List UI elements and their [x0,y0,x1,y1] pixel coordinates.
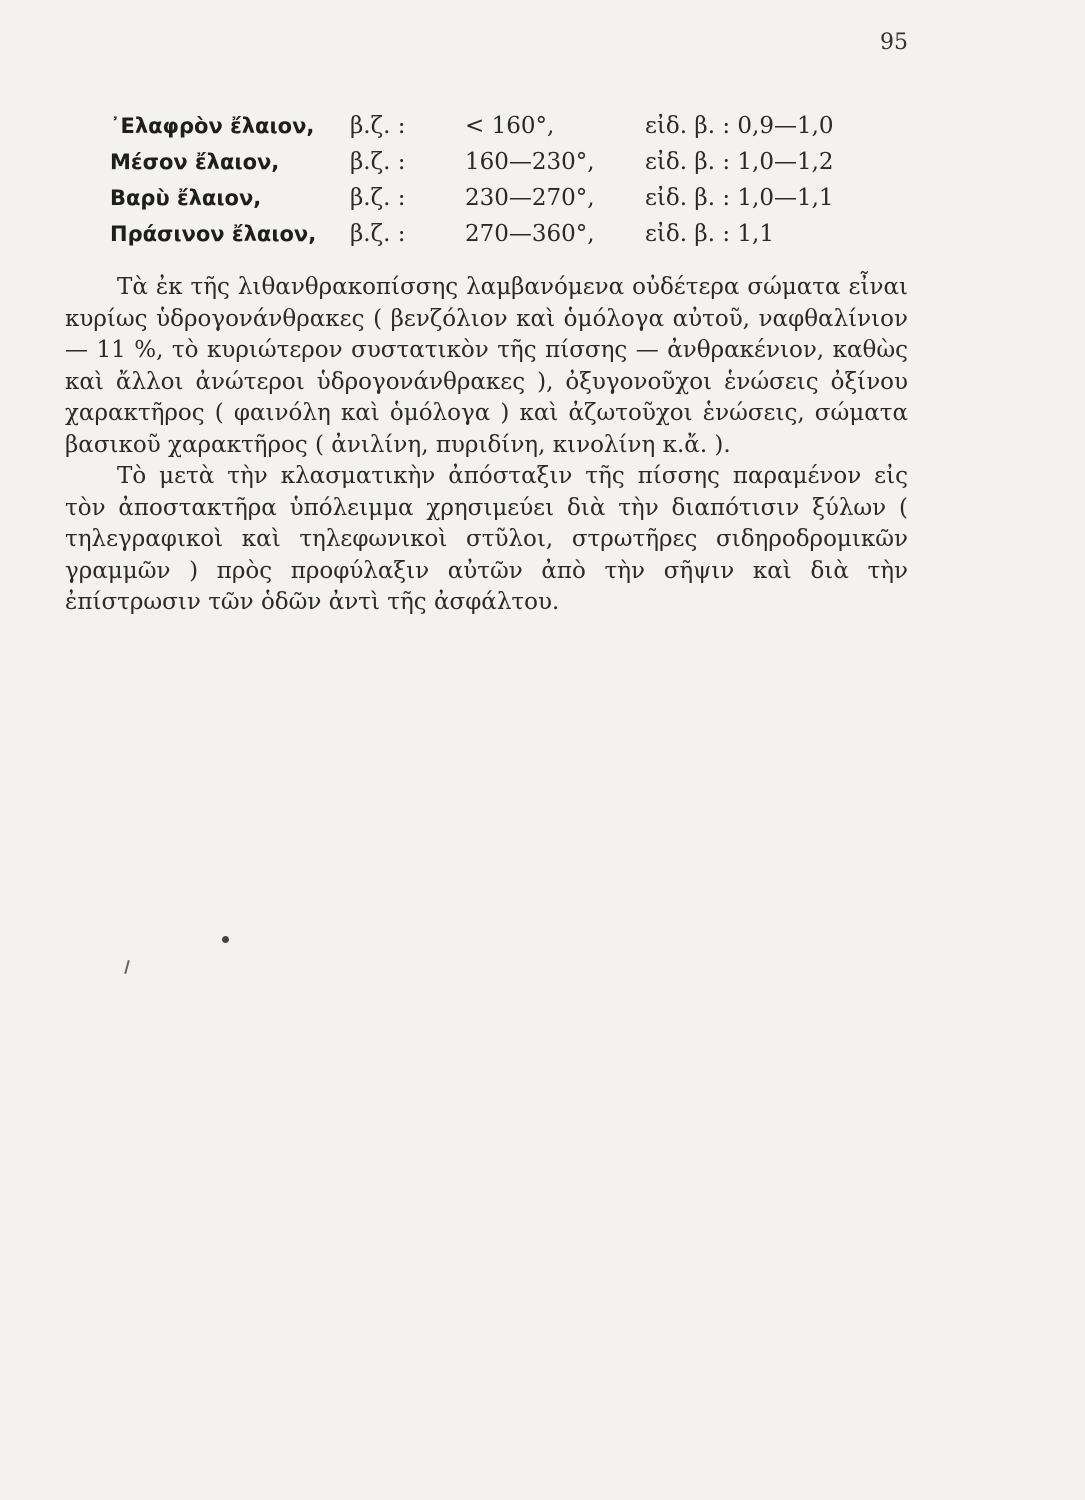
boiling-point-value: 160—230°, [465,149,595,175]
oil-name: ᾿Ελαφρὸν ἔλαιον, [110,114,315,138]
body-text [65,272,908,619]
boiling-point-value: < 160°, [465,113,555,139]
boiling-point-label: β.ζ. : [350,113,406,139]
paragraph-coal-tar-components: Τὰ ἐκ τῆς λιθανθρακοπίσσης λαμβανόμενα οὐδέτερα σώματα εἶναι κυρίως ὑδρογονάνθρακες ( βενζόλιον καὶ ὁμόλογα αὐτοῦ, ναφθαλίνιον — 11 %, τὸ κυριώτερον συστατικὸν τῆς πίσσης — ἀνθρακένιον, καθὼς καὶ ἄλλοι ἀνώτεροι ὑδρογονάνθρακες ), ὀξυγονοῦχοι ἑνώσεις ὀξίνου χαρακτῆρος ( φαινόλη καὶ ὁμόλογα ) καὶ ἀζωτοῦχοι ἑνώσεις, σώματα βασικοῦ χαρακτῆρος ( ἀνιλίνη, πυριδίνη, κινολίνη κ.ἄ. ). [65,274,908,458]
ink-speck [222,936,229,943]
oil-row-medium [110,144,870,180]
oil-row-light [110,108,870,144]
oil-fractions-table [110,108,870,252]
boiling-point-label: β.ζ. : [350,221,406,247]
boiling-point-value: 270—360°, [465,221,595,247]
oil-name: Μέσον ἔλαιον, [110,150,280,174]
specific-gravity: εἰδ. β. : 0,9—1,0 [645,113,834,139]
boiling-point-label: β.ζ. : [350,185,406,211]
boiling-point-value: 230—270°, [465,185,595,211]
oil-name: Πράσινον ἔλαιον, [110,222,317,246]
specific-gravity: εἰδ. β. : 1,0—1,1 [645,185,834,211]
oil-row-green [110,216,870,252]
oil-row-heavy [110,180,870,216]
specific-gravity: εἰδ. β. : 1,1 [645,221,774,247]
paragraph-residue-uses: Τὸ μετὰ τὴν κλασματικὴν ἀπόσταξιν τῆς πίσσης παραμένον εἰς τὸν ἀποστακτῆρα ὑπόλειμμα χρησιμεύει διὰ τὴν διαπότισιν ξύλων ( τηλεγραφικοὶ καὶ τηλεφωνικοὶ στῦλοι, στρωτῆρες σιδηροδρομικῶν γραμμῶν ) πρὸς προφύλαξιν αὐτῶν ἀπὸ τὴν σῆψιν καὶ διὰ τὴν ἐπίστρωσιν τῶν ὁδῶν ἀντὶ τῆς ἀσφάλτου. [65,463,908,615]
page-number: 95 [880,30,908,55]
oil-name: Βαρὺ ἔλαιον, [110,186,262,210]
specific-gravity: εἰδ. β. : 1,0—1,2 [645,149,834,175]
ink-speck [124,960,130,974]
boiling-point-label: β.ζ. : [350,149,406,175]
